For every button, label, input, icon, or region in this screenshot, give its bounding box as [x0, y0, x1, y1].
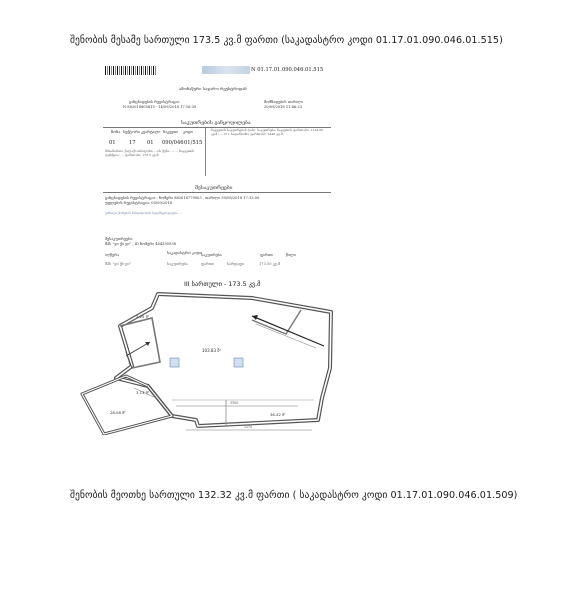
- owner-section-title: მესაკუთრეები: [195, 185, 233, 191]
- property-text-left: მისამართი: ქალაქი თბილისი, ...ის ქუჩა ...; ... ნაკვეთის ფუნქცია: ... ფართობი: 173.5 კვ.მ.: [105, 149, 195, 157]
- col-label-parcel: ნაკვეთი: [163, 130, 179, 134]
- stair-arrow-left: [126, 342, 150, 356]
- table-cell-floor: სარდაფი: [227, 262, 244, 266]
- area-label-left-room: 28.08 მ²: [110, 410, 126, 415]
- owner-application: განცხადების რეგისტრაცია : ნომერი 882018779003 , თარიღი 30/08/2018 17:13:00: [105, 196, 260, 200]
- application-label: განცხადების რეგისტრაცია: [129, 100, 180, 104]
- column-right: [234, 358, 243, 367]
- table-header-ownership: საკუთრება: [201, 253, 222, 257]
- plan-title: III სართული - 173.5 კვ.მ: [184, 280, 261, 288]
- owner-sub-label: მესაკუთრეები:: [105, 237, 134, 241]
- extract-document: [101, 62, 333, 274]
- area-label-stair: 2.25 მ²: [136, 314, 150, 319]
- floor-plan: [76, 290, 338, 435]
- table-cell-area-type: ფართი: [201, 262, 214, 266]
- code-part-sector: 17: [129, 140, 136, 146]
- code-part-zone: 01: [109, 140, 116, 146]
- dimension-upper: 3300: [230, 401, 239, 405]
- col-label-sector: სექტორი: [123, 130, 140, 134]
- caption-fourth-floor: შენობის მეოთხე სართული 132.32 კვ.მ ფართი ( საკადასტრო კოდი 01.17.01.090.046.01.509): [70, 490, 518, 501]
- col-label-zone: ზონა: [111, 130, 121, 134]
- table-header-description: აღწერა: [105, 253, 120, 257]
- stair-arrow-right: [252, 316, 324, 346]
- dimension-lower: 1170: [244, 425, 253, 429]
- area-label-main-hall: 103.83 მ²: [202, 348, 221, 353]
- redacted-area: [202, 66, 250, 74]
- code-part-quarter: 01: [147, 140, 154, 146]
- table-header-share: წილი: [286, 253, 296, 257]
- application-number: N 882018805815 - 14/09/2018 17:16:39: [123, 105, 197, 109]
- table-cell-size: 173.50 კვ.მ: [259, 262, 280, 266]
- owner-note: უფლების რეგისტრაცია: 05/09/2018: [105, 201, 172, 205]
- owner-basis: უძრავი ქონების ნასყიდობის ხელშეკრულება ...: [105, 211, 182, 215]
- table-header-area: ფართი: [260, 253, 273, 257]
- print-date: 20/09/2018 11:46:23: [264, 105, 302, 109]
- area-label-right-room: 36.42 მ²: [270, 412, 286, 417]
- property-text-right: ნაკვეთის საკუთრების ტიპი: საკუთრება; ნაკვეთის ფართობი: 1134.00 კვ.მ.; ... N 1 სადარბაზო ფართობი: 5443 კვ.მ.: [211, 128, 324, 136]
- code-part-unit: 01/515: [184, 140, 203, 146]
- barcode: [105, 66, 157, 75]
- print-label: მომზადების თარიღი: [264, 100, 303, 104]
- column-left: [170, 358, 179, 367]
- table-header-code: საკადასტრო კოდი: [167, 251, 202, 255]
- table-cell-ownership: საკუთრება: [167, 262, 188, 266]
- header-code: N 01.17.01.090.046.01.515: [251, 67, 324, 73]
- property-section-title: საკუთრების განყოფილება: [181, 120, 251, 126]
- col-label-code: კოდი: [183, 130, 193, 134]
- registry-title: ამონაწერი საჯარო რეესტრიდან: [179, 86, 247, 91]
- code-part-parcel: 090/046: [162, 140, 184, 146]
- area-label-wc: 3.13 მ²: [136, 390, 150, 395]
- caption-third-floor: შენობის მესამე სართული 173.5 კვ.მ ფართი (საკადასტრო კოდი 01.17.01.090.046.01.515): [70, 35, 503, 46]
- owner-name: შპს "ჯი ქი ჯი" , ID ნომერი 404395938: [105, 242, 176, 246]
- left-wing-wall: [82, 376, 172, 434]
- table-cell-owner: შპს "ჯი ქი ჯი": [105, 262, 132, 266]
- col-label-quarter: კვარტალი: [141, 130, 161, 134]
